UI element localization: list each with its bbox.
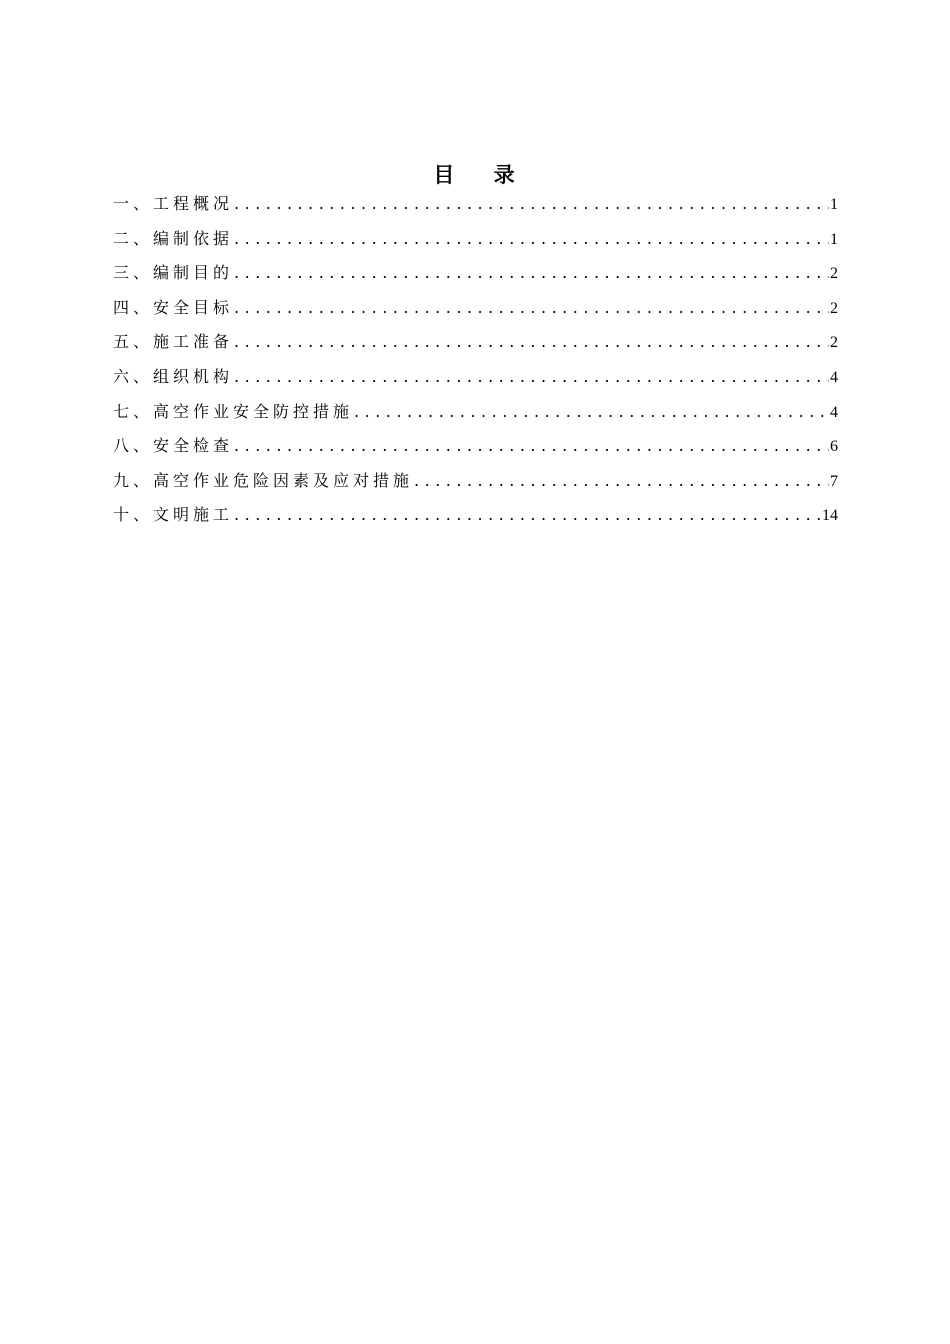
toc-page-number: 14 bbox=[822, 507, 838, 525]
toc-entry[interactable] bbox=[113, 328, 838, 363]
toc-dot-leader bbox=[234, 259, 829, 287]
toc-entry[interactable] bbox=[113, 432, 838, 467]
toc-dot-leader bbox=[234, 225, 829, 253]
toc-dot-leader bbox=[234, 432, 829, 460]
toc-dot-leader bbox=[414, 467, 829, 495]
toc-dot-leader bbox=[234, 328, 829, 356]
toc-entry[interactable] bbox=[113, 467, 838, 502]
toc-dot-leader bbox=[234, 501, 821, 529]
toc-page-number: 2 bbox=[830, 265, 838, 283]
toc-entry-label: 八、安全检查 bbox=[113, 436, 234, 456]
table-of-contents bbox=[113, 190, 838, 536]
toc-page-number: 2 bbox=[830, 299, 838, 317]
toc-dot-leader bbox=[234, 294, 829, 322]
toc-page-number: 2 bbox=[830, 334, 838, 352]
toc-entry-label: 五、施工准备 bbox=[113, 332, 234, 352]
toc-entry-label: 一、工程概况 bbox=[113, 194, 234, 213]
toc-page-number: 7 bbox=[830, 472, 838, 490]
toc-page-number: 1 bbox=[830, 196, 838, 213]
toc-entry[interactable] bbox=[113, 501, 838, 536]
toc-entry-label: 二、编制依据 bbox=[113, 228, 234, 248]
toc-entry[interactable] bbox=[113, 398, 838, 433]
toc-dot-leader bbox=[234, 190, 829, 218]
toc-entry[interactable] bbox=[113, 259, 838, 294]
toc-entry-label: 九、高空作业危险因素及应对措施 bbox=[113, 470, 414, 490]
toc-entry[interactable] bbox=[113, 225, 838, 260]
toc-entry[interactable] bbox=[113, 363, 838, 398]
toc-entry-label: 三、编制目的 bbox=[113, 263, 234, 283]
toc-entry-label: 七、高空作业安全防控措施 bbox=[113, 401, 354, 421]
toc-entry-label: 四、安全目标 bbox=[113, 297, 234, 317]
toc-page-number: 1 bbox=[830, 230, 838, 248]
toc-dot-leader bbox=[234, 363, 829, 391]
toc-title: 目 录 bbox=[433, 163, 517, 187]
toc-page-number: 4 bbox=[830, 403, 838, 421]
toc-page-number: 4 bbox=[830, 368, 838, 386]
toc-entry[interactable] bbox=[113, 190, 838, 225]
toc-entry[interactable] bbox=[113, 294, 838, 329]
toc-entry-label: 十、文明施工 bbox=[113, 505, 234, 525]
toc-entry-label: 六、组织机构 bbox=[113, 366, 234, 386]
toc-dot-leader bbox=[354, 398, 829, 426]
toc-page-number: 6 bbox=[830, 438, 838, 456]
